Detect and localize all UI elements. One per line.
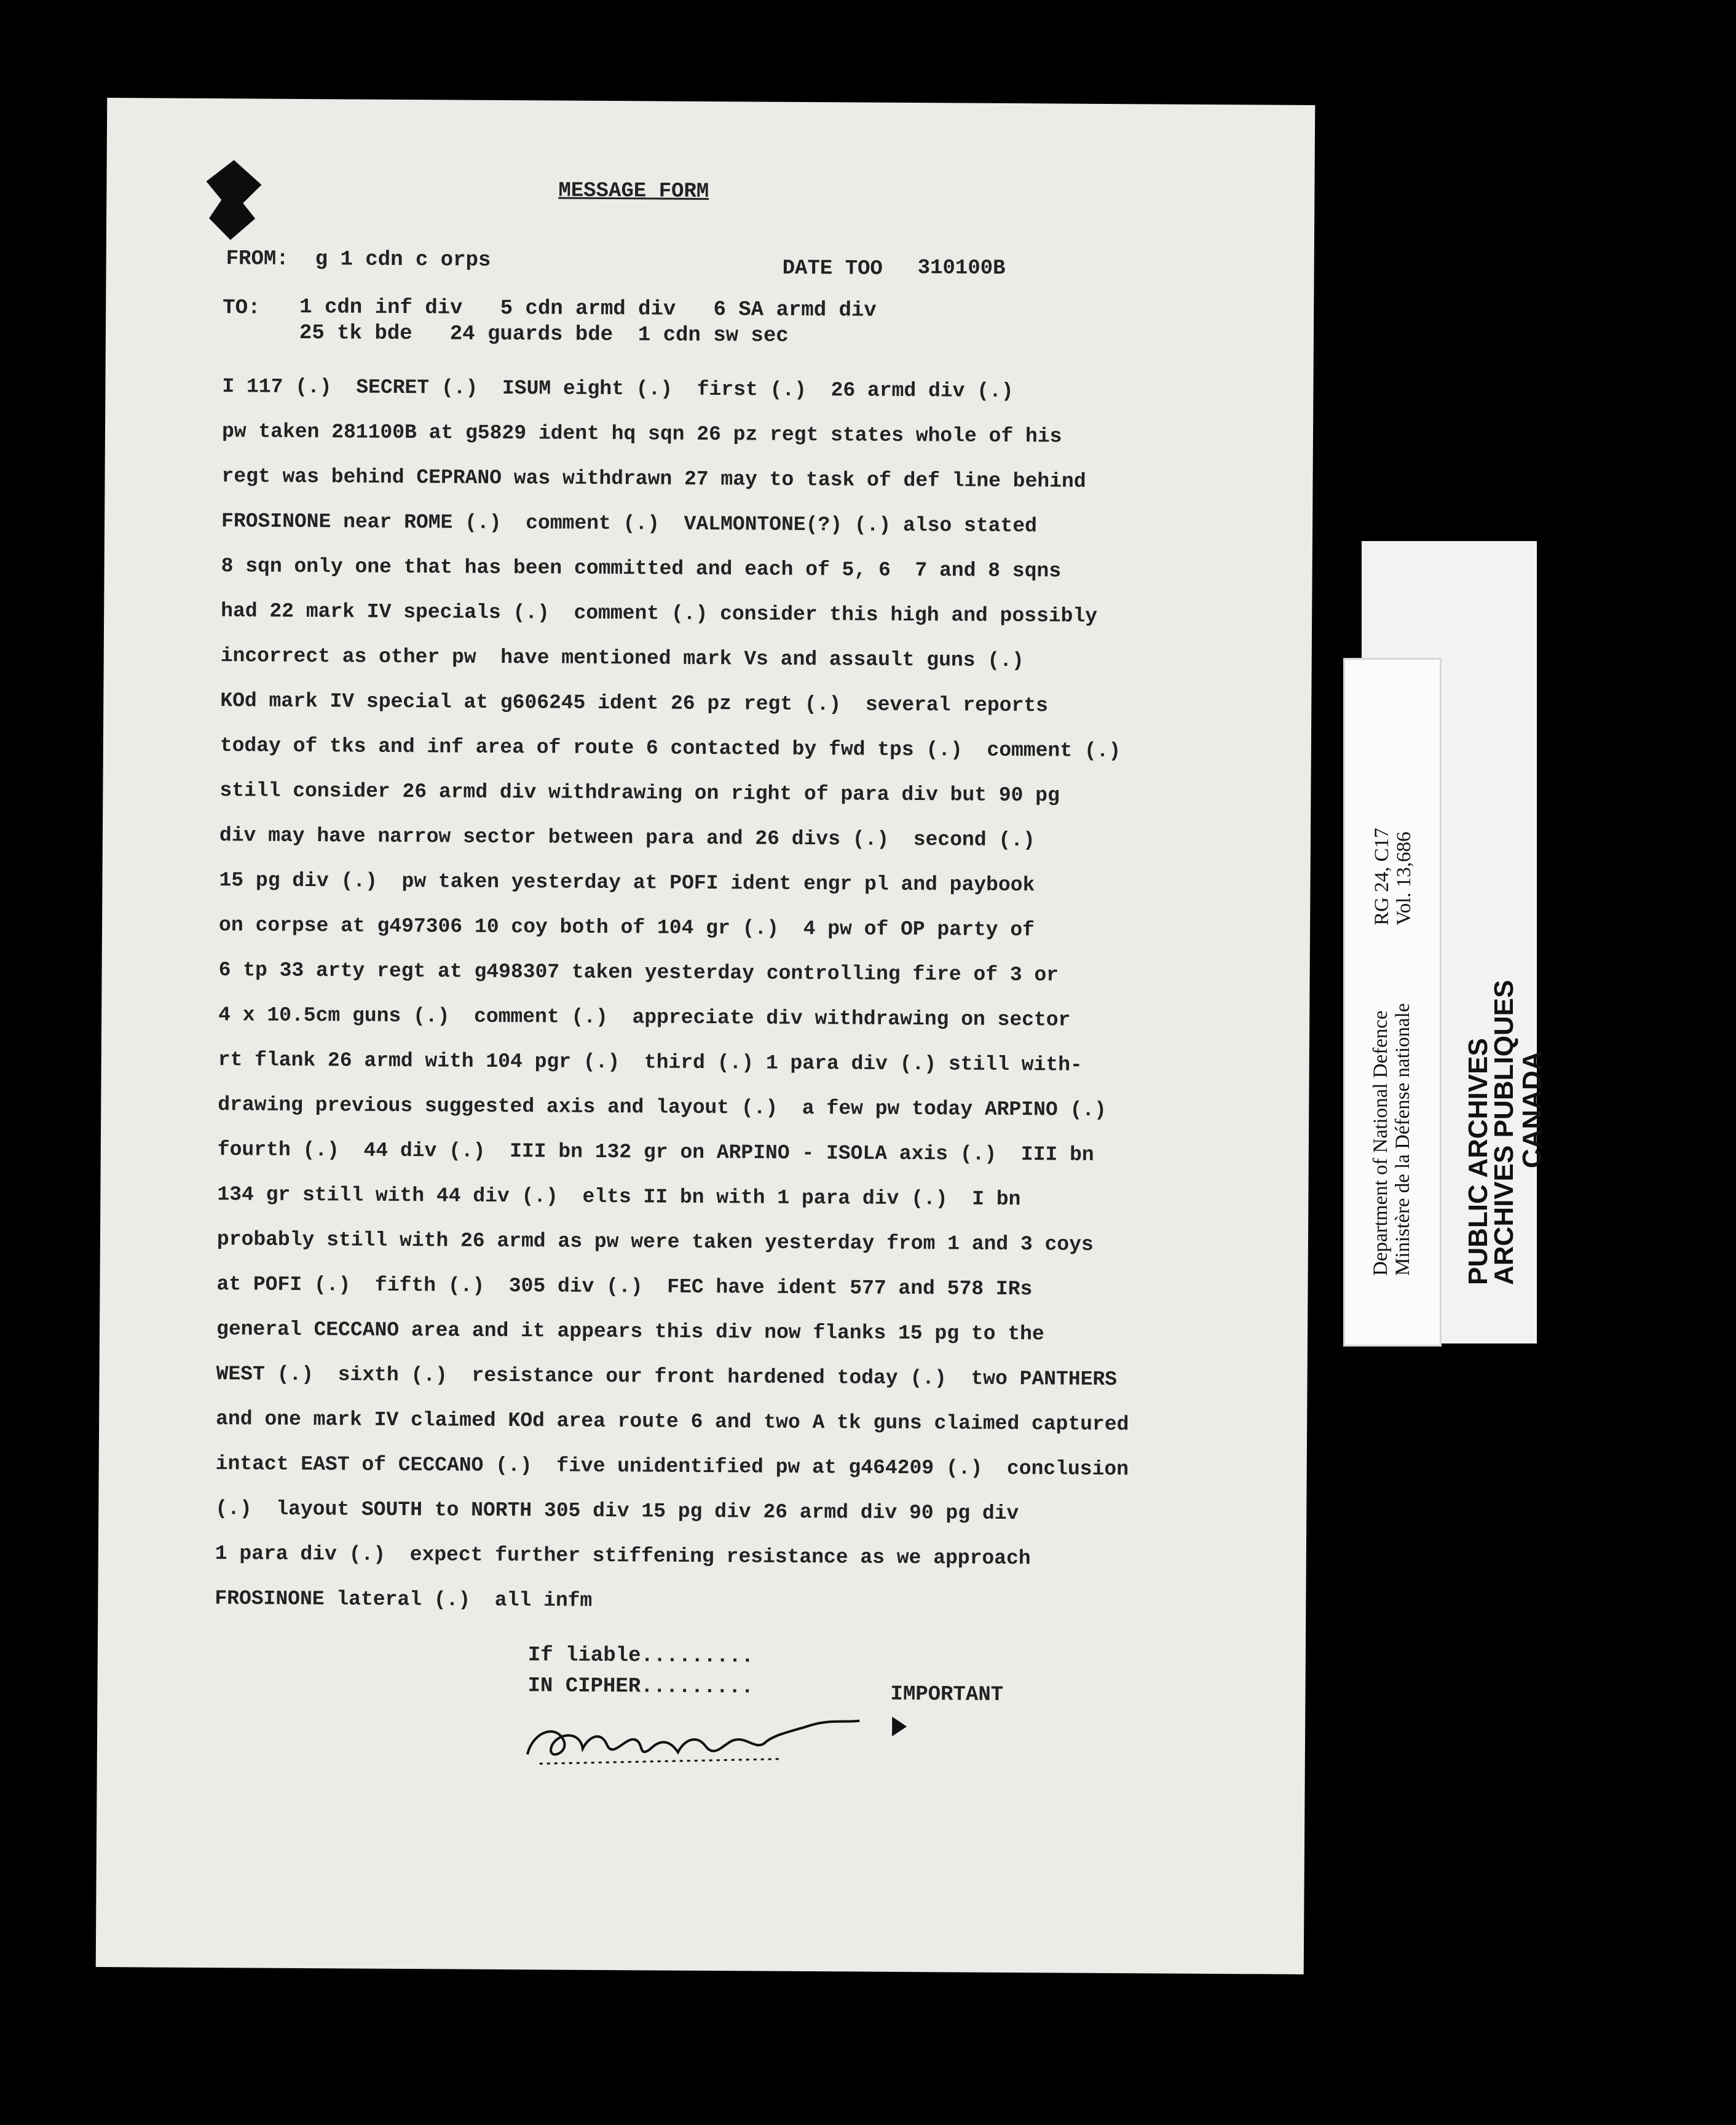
date-value: 310100B (917, 256, 1006, 280)
body-line: 8 sqn only one that has been committed and each of 5, 6 7 and 8 sqns (221, 555, 1062, 583)
from-value: g 1 cdn c orps (315, 248, 491, 272)
message-form-page (96, 98, 1316, 1974)
body-line: (.) layout SOUTH to NORTH 305 div 15 pg div 26 armd div 90 pg div (215, 1497, 1019, 1525)
body-line: 15 pg div (.) pw taken yesterday at POFI ident engr pl and paybook (219, 869, 1035, 897)
body-line: 1 para div (.) expect further stiffening resistance as we approach (215, 1542, 1031, 1570)
body-line: general CECCANO area and it appears this div now flanks 15 pg to the (216, 1318, 1044, 1346)
body-line: 4 x 10.5cm guns (.) comment (.) appreciate div withdrawing on sector (218, 1003, 1071, 1032)
to-label: TO: (223, 296, 261, 320)
archive-dept-en: Department of National Defence (1370, 1010, 1392, 1276)
archive-country: CANADA (1517, 1051, 1547, 1168)
body-line: probably still with 26 armd as pw were taken yesterday from 1 and 3 coys (216, 1228, 1094, 1256)
body-line: div may have narrow sector between para and 26 divs (.) second (.) (219, 824, 1035, 852)
important-mark: IMPORTANT (890, 1682, 1004, 1707)
body-line: intact EAST of CECCANO (.) five unidentified pw at g464209 (.) conclusion (215, 1452, 1129, 1481)
archive-archives-publiques: ARCHIVES PUBLIQUES (1489, 979, 1519, 1285)
body-line: I 117 (.) SECRET (.) ISUM eight (.) first (.) 26 armd div (.) (222, 375, 1014, 403)
body-line: 134 gr still with 44 div (.) elts II bn with 1 para div (.) I bn (217, 1183, 1021, 1211)
to-recipients-line-2: 25 tk bde 24 guards bde 1 cdn sw sec (299, 321, 789, 348)
message-body (215, 364, 1304, 1628)
body-line: FROSINONE lateral (.) all infm (215, 1587, 593, 1612)
ink-blot-mark (206, 160, 265, 240)
body-line: drawing previous suggested axis and layout (.) a few pw today ARPINO (.) (218, 1093, 1107, 1122)
handwritten-signature (521, 1705, 866, 1775)
body-line: at POFI (.) fifth (.) 305 div (.) FEC have ident 577 and 578 IRs (216, 1273, 1033, 1301)
body-line: FROSINONE near ROME (.) comment (.) VALMONTONE(?) (.) also stated (221, 510, 1038, 538)
body-line: regt was behind CEPRANO was withdrawn 27 may to task of def line behind (221, 465, 1086, 493)
archive-dept-fr: Ministère de la Défense nationale (1392, 1003, 1414, 1276)
to-recipients-line-1: 1 cdn inf div 5 cdn armd div 6 SA armd div (299, 295, 877, 323)
body-line: fourth (.) 44 div (.) III bn 132 gr on ARPINO - ISOLA axis (.) III bn (217, 1138, 1094, 1166)
body-line: still consider 26 armd div withdrawing on right of para div but 90 pg (219, 779, 1060, 807)
from-label: FROM: (226, 247, 289, 271)
body-line: pw taken 281100B at g5829 ident hq sqn 26 pz regt states whole of his (221, 420, 1062, 448)
body-line: and one mark IV claimed KOd area route 6 and two A tk guns claimed captured (216, 1407, 1129, 1436)
body-line: WEST (.) sixth (.) resistance our front hardened today (.) two PANTHERS (216, 1363, 1118, 1391)
archive-public-archives: PUBLIC ARCHIVES (1463, 1038, 1493, 1285)
archive-record-group: RG 24, C17 (1371, 828, 1393, 925)
if-liable-line: If liable......... (527, 1644, 754, 1669)
body-line: had 22 mark IV specials (.) comment (.) consider this high and possibly (221, 600, 1098, 628)
arrow-pointer-icon (892, 1717, 907, 1736)
body-line: today of tks and inf area of route 6 contacted by fwd tps (.) comment (.) (219, 734, 1121, 763)
body-line: on corpse at g497306 10 coy both of 104 gr (.) 4 pw of OP party of (218, 914, 1035, 942)
date-label: DATE TOO (782, 256, 883, 281)
in-cipher-line: IN CIPHER......... (527, 1674, 754, 1700)
archive-volume: Vol. 13,686 (1393, 831, 1415, 925)
body-line: rt flank 26 armd with 104 pgr (.) third (.) 1 para div (.) still with- (218, 1048, 1083, 1077)
body-line: 6 tp 33 arty regt at g498307 taken yesterday controlling fire of 3 or (218, 959, 1059, 987)
body-line: KOd mark IV special at g606245 ident 26 pz regt (.) several reports (220, 689, 1049, 718)
form-title: MESSAGE FORM (558, 179, 709, 204)
body-line: incorrect as other pw have mentioned mark Vs and assault guns (.) (220, 644, 1024, 673)
